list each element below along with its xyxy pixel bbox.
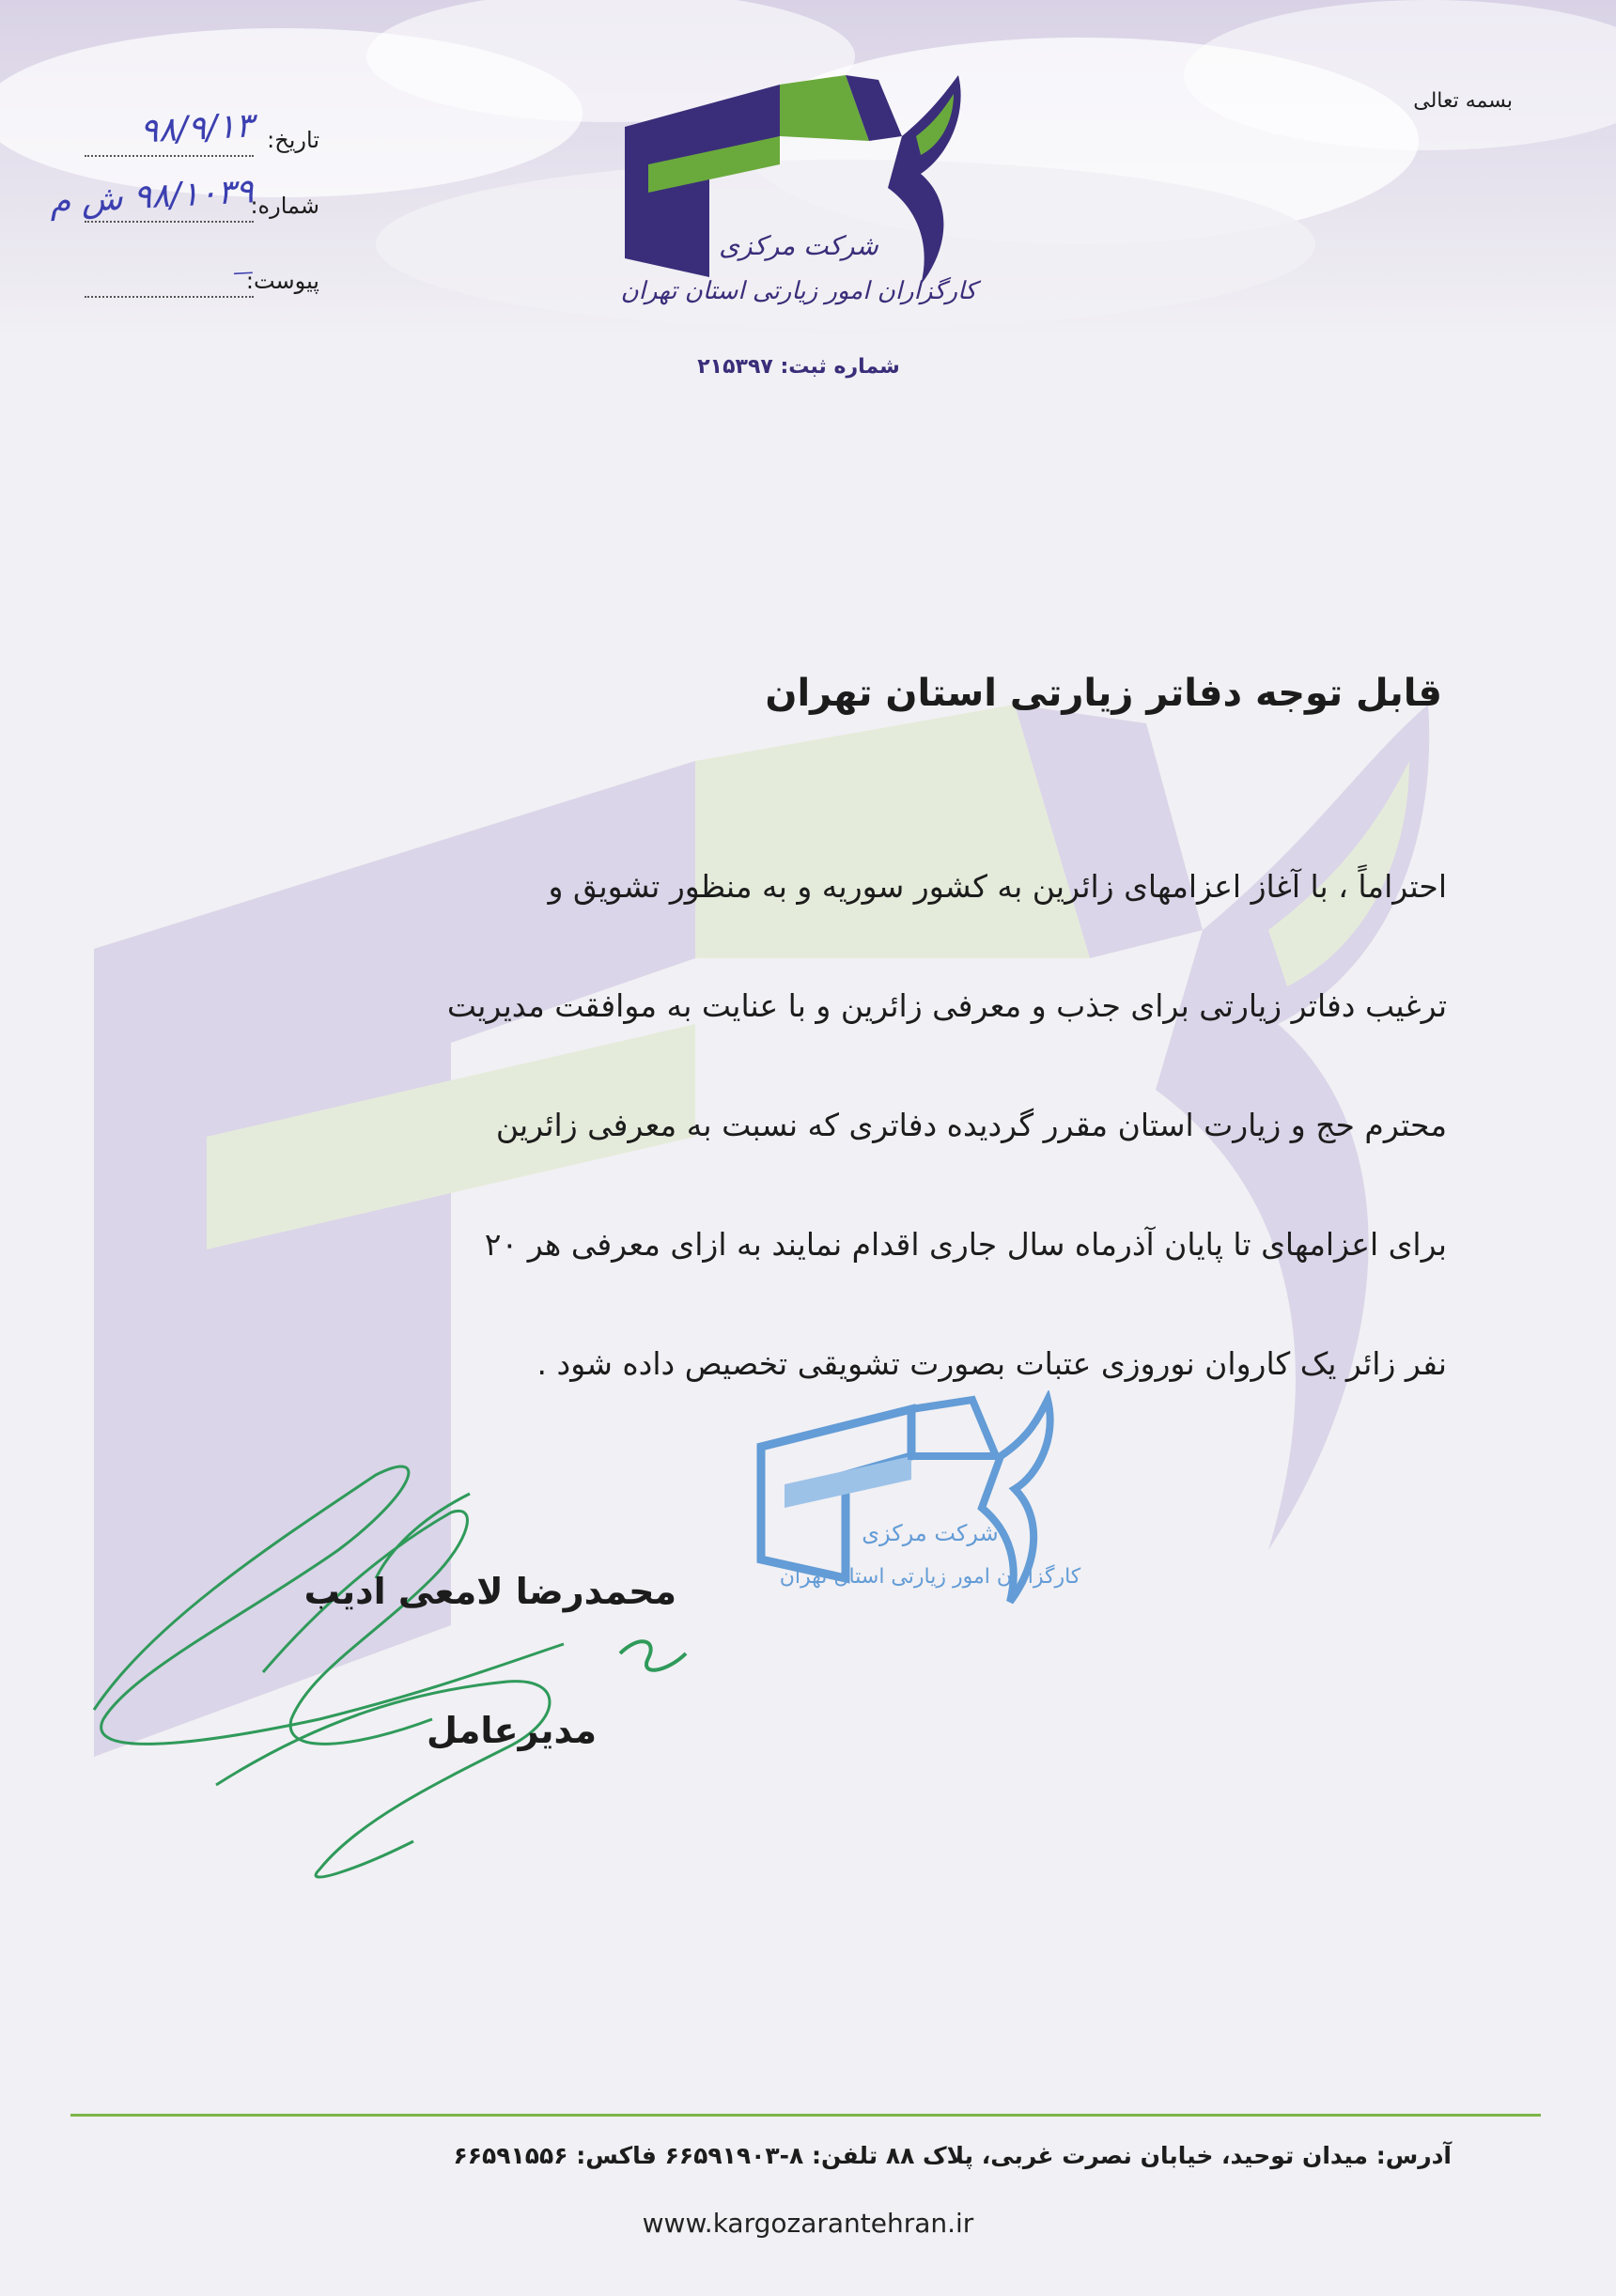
signer-name: محمدرضا لامعی ادیب (303, 1571, 676, 1612)
letter-body (169, 827, 1447, 1423)
date-label: تاریخ: (267, 127, 319, 153)
bismillah-heading: بسمه تعالی (1413, 89, 1513, 113)
attachment-row (9, 258, 319, 305)
stamp-text-line1: شرکت مرکزی (862, 1520, 999, 1546)
number-value: ۹۸/۱۰۳۹ ش م (48, 172, 255, 222)
date-dotted-line (85, 155, 254, 157)
number-label: شماره: (250, 193, 319, 219)
footer-address: آدرس: میدان توحید، خیابان نصرت غربی، پلاک ۸۸ تلفن: ۸-۶۶۵۹۱۹۰۳ فاکس: ۶۶۵۹۱۵۵۶ (453, 2142, 1452, 2169)
number-row (9, 172, 319, 230)
body-line-1: احتراماً ، با آغاز اعزامهای زائرین به کشور سوریه و به منظور تشویق و (548, 868, 1447, 905)
date-row (9, 106, 319, 164)
handwritten-signature (75, 1437, 733, 1888)
body-line-4: برای اعزامهای تا پایان آذرماه سال جاری اقدام نمایند به ازای معرفی هر ۲۰ (484, 1226, 1447, 1263)
letter-subject: قابل توجه دفاتر زیارتی استان تهران (765, 672, 1442, 715)
number-dotted-line (85, 221, 254, 223)
footer-divider (70, 2114, 1541, 2117)
attachment-label: پیوست: (245, 268, 319, 294)
body-line-5: نفر زائر یک کاروان نوروزی عتبات بصورت تشویقی تخصیص داده شود . (536, 1345, 1447, 1382)
body-line-2: ترغیب دفاتر زیارتی برای جذب و معرفی زائرین و با عنایت به موافقت مدیریت (446, 987, 1447, 1024)
company-name-line1: شرکت مرکزی (719, 230, 878, 261)
company-name-line2: کارگزاران امور زیارتی استان تهران (620, 277, 977, 305)
footer-website: www.kargozarantehran.ir (642, 2208, 974, 2239)
registration-number: شماره ثبت: ۲۱۵۳۹۷ (697, 355, 900, 379)
attachment-dotted-line (85, 296, 254, 298)
date-value: ۹۸/۹/۱۳ (139, 106, 255, 151)
stamp-text-line2: کارگزاران امور زیارتی استان تهران (779, 1565, 1081, 1589)
attachment-value: — (232, 260, 255, 286)
signer-title: مدیرعامل (426, 1710, 597, 1751)
company-stamp (752, 1390, 1109, 1635)
body-line-3: محترم حج و زیارت استان مقرر گردیده دفاتری که نسبت به معرفی زائرین (495, 1107, 1447, 1143)
